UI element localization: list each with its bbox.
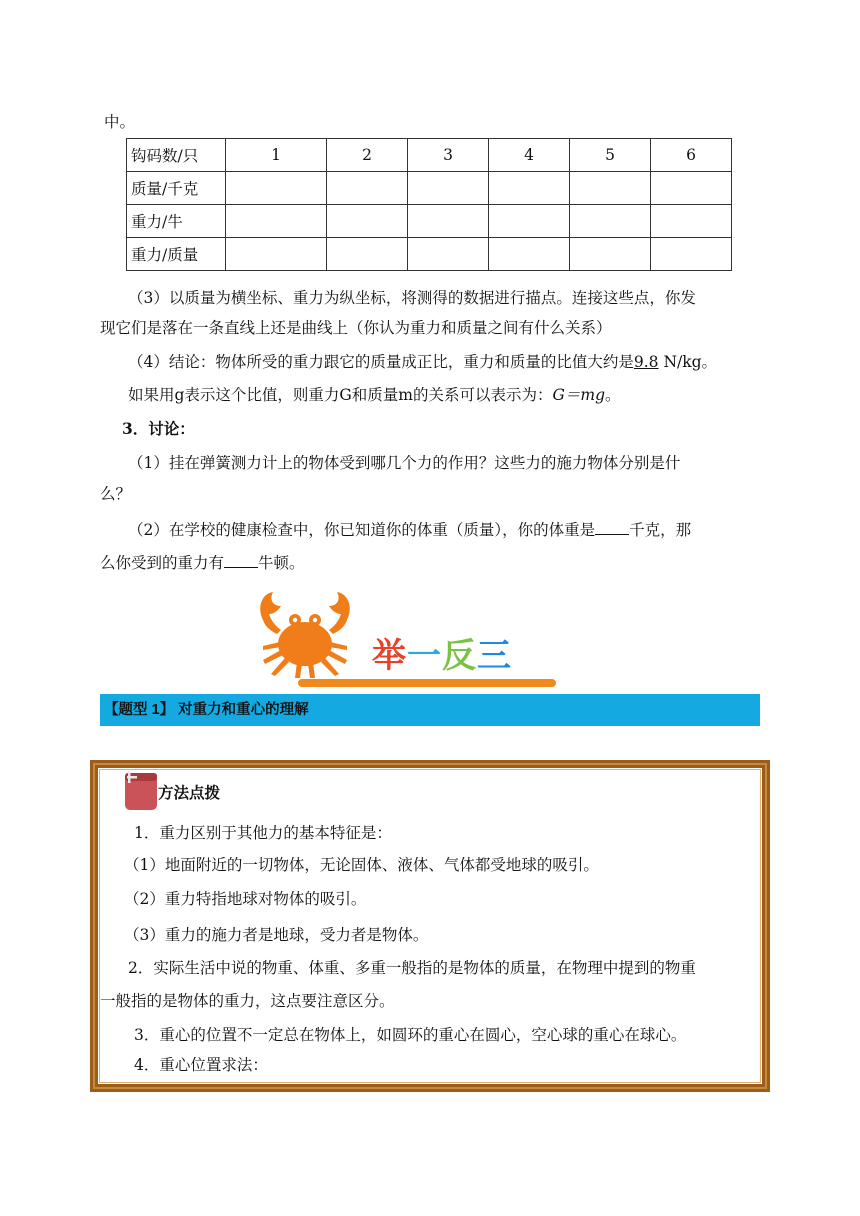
table-row	[127, 205, 732, 238]
table-header-cell: 1	[226, 139, 327, 172]
table-row	[127, 172, 732, 205]
intro-tail: 中。	[104, 113, 136, 131]
table-row	[127, 238, 732, 271]
step4-formula-line	[128, 385, 621, 405]
notebook-icon	[124, 771, 158, 811]
method-line: （3）重力的施力者是地球，受力者是物体。	[124, 926, 429, 944]
table-cell	[226, 172, 327, 205]
q2-text: 牛顿。	[258, 554, 305, 572]
table-header-cell: 钩码数/只	[127, 139, 226, 172]
table-cell	[408, 205, 489, 238]
data-table	[126, 138, 732, 271]
formula-prefix: 如果用g表示这个比值，则重力G和质量m的关系可以表示为：	[128, 386, 553, 404]
method-box-title: 方法点拨	[158, 783, 221, 802]
gravity-blank[interactable]	[224, 553, 258, 568]
table-cell	[489, 172, 570, 205]
q2-text: 么你受到的重力有	[100, 554, 225, 572]
table-cell	[226, 238, 327, 271]
method-line: 1．重力区别于其他力的基本特征是：	[134, 824, 392, 842]
discussion-q2-line1	[128, 520, 691, 540]
step4-conclusion	[128, 352, 717, 372]
method-line: 2．实际生活中说的物重、体重、多重一般指的是物体的质量，在物理中提到的物重	[128, 959, 696, 977]
crab-mascot-icon	[255, 590, 355, 682]
table-row-label: 质量/千克	[127, 172, 226, 205]
section-underline-bar	[298, 679, 556, 687]
step3-line2: 现它们是落在一条直线上还是曲线上（你认为重力和质量之间有什么关系）	[100, 319, 612, 337]
table-header-cell: 4	[489, 139, 570, 172]
ratio-unit: N/kg。	[658, 353, 718, 371]
table-cell	[570, 172, 651, 205]
step3-line1: （3）以质量为横坐标、重力为纵坐标，将测得的数据进行描点。连接这些点，你发	[128, 289, 696, 307]
step4-prefix: （4）结论：物体所受的重力跟它的质量成正比，重力和质量的比值大约是	[128, 353, 634, 371]
table-header-cell: 2	[327, 139, 408, 172]
method-line: 3．重心的位置不一定总在物体上，如圆环的重心在圆心，空心球的重心在球心。	[134, 1026, 687, 1044]
ratio-value: 9.8	[633, 353, 659, 371]
formula-suffix: 。	[605, 386, 621, 404]
table-cell	[489, 238, 570, 271]
discussion-q2-line2	[100, 553, 305, 573]
q2-text: （2）在学校的健康检查中，你已知道你的体重（质量），你的体重是	[128, 521, 596, 539]
method-line: 4．重心位置求法：	[134, 1056, 268, 1074]
table-cell	[489, 205, 570, 238]
table-cell	[408, 238, 489, 271]
table-cell	[408, 172, 489, 205]
table-cell	[651, 172, 732, 205]
table-header-cell: 5	[570, 139, 651, 172]
table-row-label: 重力/牛	[127, 205, 226, 238]
gravity-formula: G＝mg	[552, 386, 606, 404]
method-line: （2）重力特指地球对物体的吸引。	[124, 890, 367, 908]
table-cell	[570, 238, 651, 271]
q2-text: 千克，那	[629, 521, 692, 539]
section-title-art	[372, 628, 512, 677]
table-cell	[651, 238, 732, 271]
title-char: 三	[477, 636, 512, 676]
method-line: 一般指的是物体的重力，这点要注意区分。	[100, 992, 395, 1010]
table-header-cell: 6	[651, 139, 732, 172]
table-row-label: 重力/质量	[127, 238, 226, 271]
table-header-row	[127, 139, 732, 172]
title-char: 一	[407, 636, 442, 676]
table-cell	[327, 172, 408, 205]
question-type-banner: 【题型 1】 对重力和重心的理解	[100, 694, 760, 726]
discussion-q1-line2: 么？	[100, 485, 132, 503]
table-cell	[651, 205, 732, 238]
discussion-heading: 3．讨论：	[122, 419, 195, 438]
table-cell	[327, 238, 408, 271]
table-cell	[570, 205, 651, 238]
title-char: 举	[372, 636, 407, 676]
table-cell	[226, 205, 327, 238]
title-char: 反	[442, 636, 477, 676]
method-line: （1）地面附近的一切物体，无论固体、液体、气体都受地球的吸引。	[124, 856, 599, 874]
table-cell	[327, 205, 408, 238]
table-header-cell: 3	[408, 139, 489, 172]
discussion-q1-line1: （1）挂在弹簧测力计上的物体受到哪几个力的作用？这些力的施力物体分别是什	[128, 454, 681, 472]
weight-blank[interactable]	[595, 520, 629, 535]
